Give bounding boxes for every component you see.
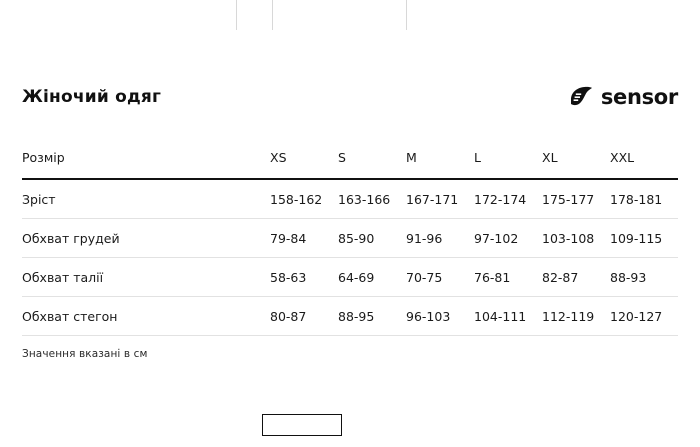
row-label: Обхват грудей — [22, 230, 120, 246]
document-header — [22, 74, 678, 120]
cell-value: 158-162 — [270, 191, 323, 207]
brand-name: sensor — [600, 85, 678, 109]
cell-value: 175-177 — [542, 191, 595, 207]
cell-value: 88-93 — [610, 269, 647, 285]
column-header-xxl: XXL — [610, 136, 678, 179]
column-header-s: S — [338, 136, 406, 179]
cell-value: 96-103 — [406, 308, 451, 324]
table-head — [22, 136, 678, 179]
column-header-l: L — [474, 136, 542, 179]
table-header-row — [22, 136, 678, 179]
tick-mark — [236, 0, 237, 30]
cell-value: 82-87 — [542, 269, 579, 285]
column-header-xl: XL — [542, 136, 610, 179]
size-table — [22, 136, 678, 336]
cell-value: 163-166 — [338, 191, 391, 207]
cell-value: 91-96 — [406, 230, 443, 246]
column-header-m: M — [406, 136, 474, 179]
cell-value: 97-102 — [474, 230, 519, 246]
cell-value: 76-81 — [474, 269, 511, 285]
cell-value: 103-108 — [542, 230, 595, 246]
table-row — [22, 179, 678, 219]
bottom-empty-box — [262, 414, 342, 436]
cell-value: 58-63 — [270, 269, 307, 285]
cell-value: 85-90 — [338, 230, 375, 246]
row-label: Обхват талії — [22, 269, 104, 285]
page-title: Жіночий одяг — [22, 87, 162, 107]
cell-value: 88-95 — [338, 308, 375, 324]
row-label: Обхват стегон — [22, 308, 118, 324]
top-tick-marks — [0, 0, 700, 30]
table-row — [22, 258, 678, 297]
cell-value: 120-127 — [610, 308, 663, 324]
cell-value: 70-75 — [406, 269, 443, 285]
table-row — [22, 297, 678, 336]
cell-value: 172-174 — [474, 191, 527, 207]
cell-value: 112-119 — [542, 308, 595, 324]
brand-logo — [568, 84, 678, 110]
row-label: Зріст — [22, 191, 56, 207]
tick-mark — [272, 0, 273, 30]
units-note: Значення вказані в см — [22, 348, 148, 360]
table-row — [22, 219, 678, 258]
column-header-measurement: Розмір — [22, 136, 270, 179]
cell-value: 64-69 — [338, 269, 375, 285]
size-table-container — [22, 136, 678, 336]
sensor-leaf-icon — [568, 84, 594, 110]
cell-value: 109-115 — [610, 230, 663, 246]
cell-value: 104-111 — [474, 308, 527, 324]
cell-value: 79-84 — [270, 230, 307, 246]
tick-mark — [406, 0, 407, 30]
cell-value: 178-181 — [610, 191, 663, 207]
table-body — [22, 179, 678, 336]
cell-value: 80-87 — [270, 308, 307, 324]
column-header-xs: XS — [270, 136, 338, 179]
cell-value: 167-171 — [406, 191, 459, 207]
